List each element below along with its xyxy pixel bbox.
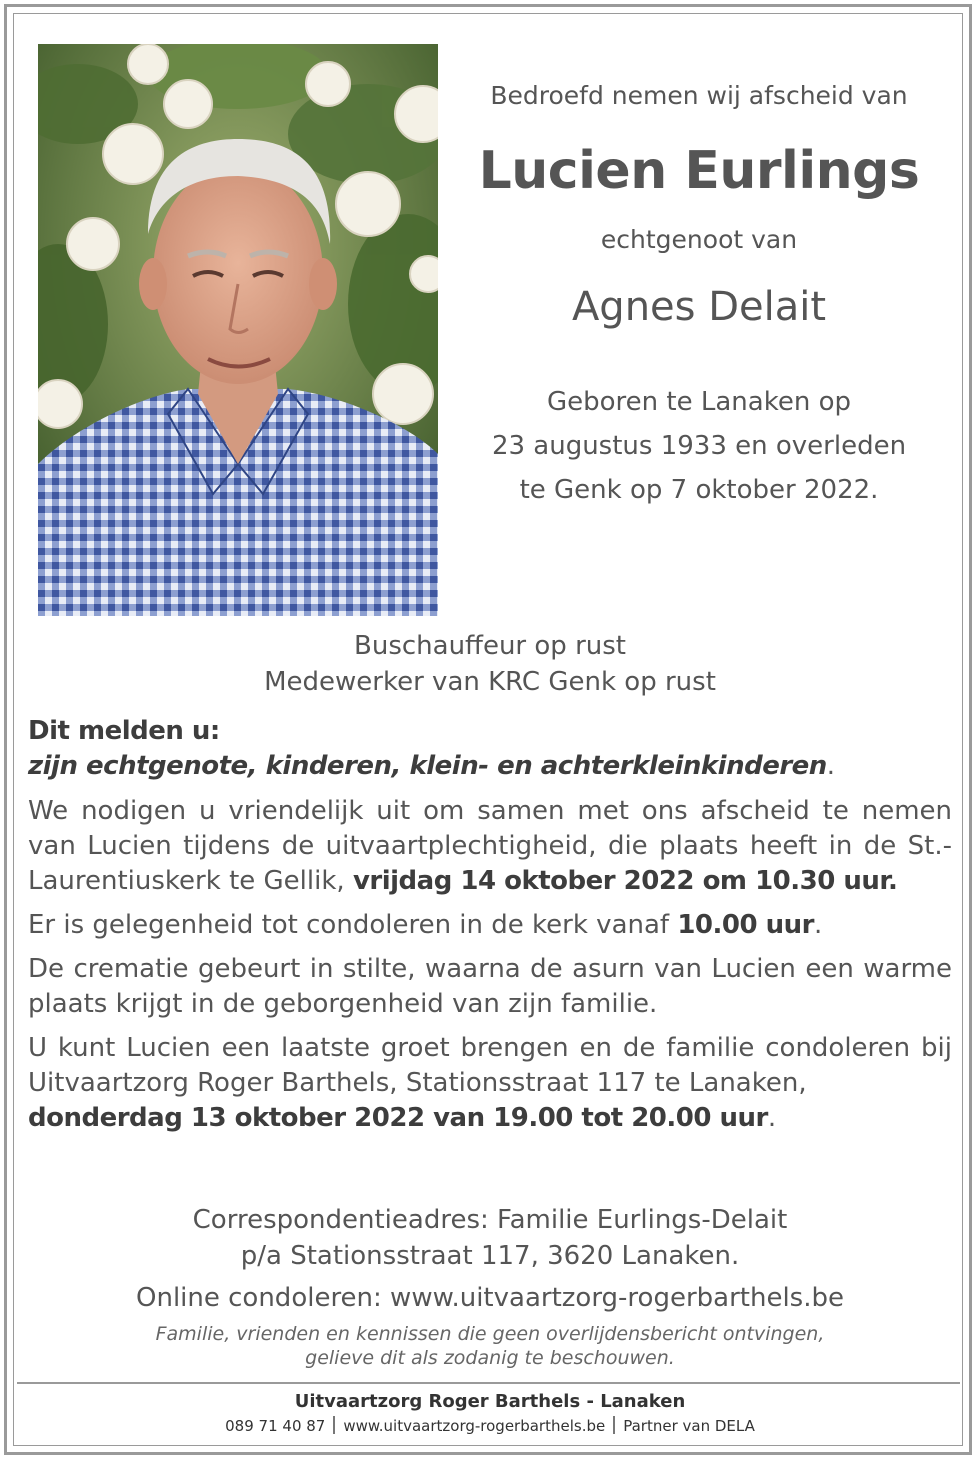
condolence-time: 10.00 uur (677, 910, 814, 940)
birth-death-info (448, 380, 950, 512)
occupations (28, 628, 952, 700)
visitation-end: . (767, 1103, 777, 1133)
note-line-1: Familie, vrienden en kennissen die geen overlijdensbericht ontvingen, (155, 1323, 825, 1345)
note-line-2: gelieve dit als zodanig te beschouwen. (305, 1347, 675, 1369)
footer-partner: Partner van DELA (623, 1417, 755, 1435)
condolence-paragraph (28, 908, 952, 943)
header-block (448, 76, 950, 512)
correspondence-line-2: p/a Stationsstraat 117, 3620 Lanaken. (240, 1241, 740, 1271)
footer-phone: 089 71 40 87 (225, 1417, 326, 1435)
visitation-date-time: donderdag 13 oktober 2022 van 19.00 tot 20.00 uur (28, 1103, 768, 1133)
footer-divider (17, 1382, 960, 1384)
announcement-family-line (28, 749, 952, 784)
body-text (28, 714, 952, 1136)
occupation-1: Buschauffeur op rust (354, 631, 626, 661)
intro-text: Bedroefd nemen wij afscheid van (490, 81, 908, 110)
footer-title: Uitvaartzorg Roger Barthels - Lanaken (294, 1391, 686, 1412)
footer-separator (613, 1416, 615, 1434)
cremation-paragraph: De crematie gebeurt in stilte, waarna de asurn van Lucien een warme plaats krijgt in de geborgenheid van zijn familie. (28, 954, 952, 1019)
spouse-name: Agnes Delait (571, 284, 827, 330)
footer-website[interactable]: www.uitvaartzorg-rogerbarthels.be (343, 1417, 606, 1435)
footer-contact (28, 1414, 952, 1438)
notice-note (28, 1322, 952, 1370)
correspondence-address (28, 1202, 952, 1274)
birth-line-1: Geboren te Lanaken op (547, 387, 851, 417)
visitation-text: U kunt Lucien een laatste groet brengen en de familie condoleren bij Uitvaartzorg Roger Barthels, Stationsstraat 117 te Lanaken, (28, 1033, 952, 1098)
announcement-family: zijn echtgenote, kinderen, klein- en achterkleinkinderen (28, 751, 827, 781)
deceased-name: Lucien Eurlings (478, 141, 920, 201)
footer-separator (333, 1416, 335, 1434)
condolence-text: Er is gelegenheid tot condoleren in de kerk vanaf (28, 910, 678, 940)
ceremony-paragraph (28, 794, 952, 899)
announcement-heading: Dit melden u: (28, 716, 220, 746)
birth-line-3: te Genk op 7 oktober 2022. (519, 475, 879, 505)
announcement-family-end: . (826, 751, 836, 781)
online-condolence: Online condoleren: www.uitvaartzorg-rogerbarthels.be (136, 1283, 844, 1313)
visitation-paragraph (28, 1031, 952, 1136)
ceremony-text: We nodigen u vriendelijk uit om samen met ons afscheid te nemen van Lucien tijdens de uitvaartplechtigheid, die plaats heeft in de St.-Laurentiuskerk te Gellik, (28, 796, 952, 896)
ceremony-date-time: vrijdag 14 oktober 2022 om 10.30 uur. (352, 866, 898, 896)
birth-line-2: 23 augustus 1933 en overleden (491, 431, 907, 461)
occupation-2: Medewerker van KRC Genk op rust (264, 667, 716, 697)
correspondence-line-1: Correspondentieadres: Familie Eurlings-Delait (192, 1205, 788, 1235)
condolence-end: . (813, 910, 823, 940)
spouse-label: echtgenoot van (600, 225, 798, 254)
portrait-photo (38, 44, 438, 616)
